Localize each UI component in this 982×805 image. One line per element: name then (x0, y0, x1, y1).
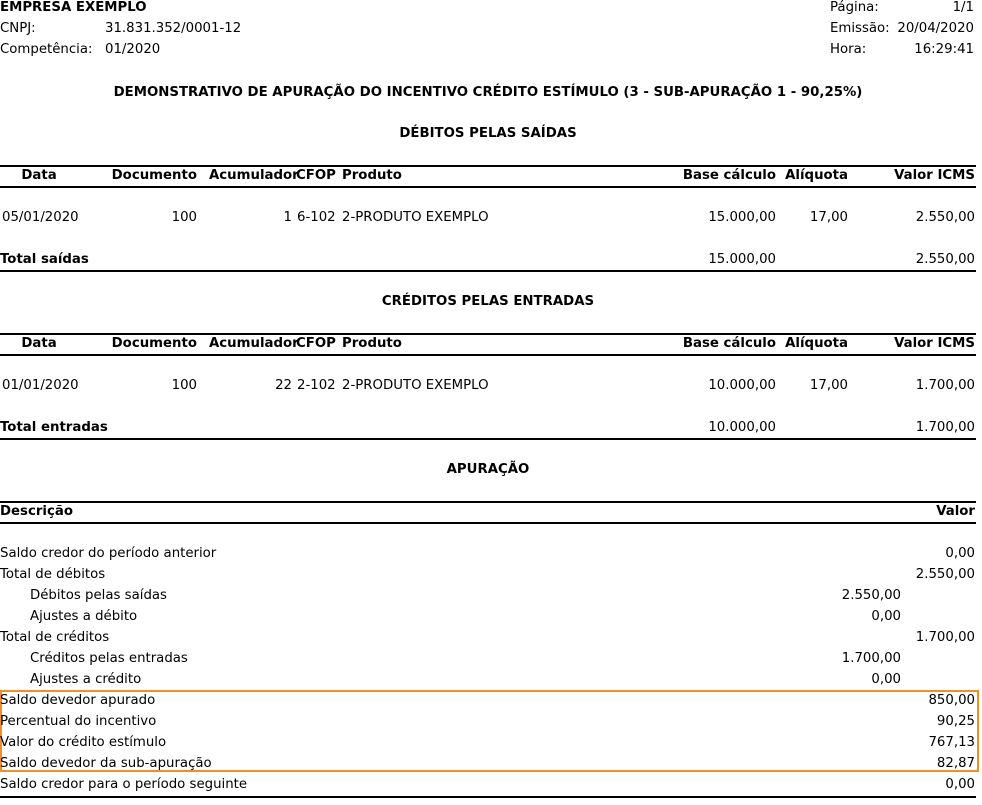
apuracao-header-bottom-rule (0, 522, 976, 524)
debitos-header-bottom-rule (0, 186, 976, 188)
valor-credito-estimulo-value: 767,13 (928, 735, 975, 750)
col-valor-apuracao: Valor (936, 504, 975, 519)
row-valor: 2.550,00 (915, 210, 975, 225)
row-aliquota: 17,00 (809, 378, 848, 393)
saldo-credor-seguinte-label: Saldo credor para o período seguinte (0, 777, 248, 792)
col-cfop: CFOP (296, 336, 336, 351)
ajustes-debito-label: Ajustes a débito (30, 609, 138, 624)
total-creditos-label: Total de créditos (0, 630, 110, 645)
hora-value: 16:29:41 (914, 42, 974, 57)
row-base: 10.000,00 (708, 378, 776, 393)
pagina-value: 1/1 (952, 0, 974, 15)
hora-label: Hora: (830, 42, 867, 57)
emissao-label: Emissão: (830, 21, 890, 36)
col-acumulador: Acumulador (209, 168, 299, 183)
valor-credito-estimulo-label: Valor do crédito estímulo (0, 735, 167, 750)
apuracao-section-title: APURAÇÃO (446, 462, 530, 477)
row-acumulador: 22 (275, 378, 292, 393)
total-debitos-value: 2.550,00 (915, 567, 975, 582)
saldo-credor-seguinte-value: 0,00 (945, 777, 975, 792)
competencia-value: 01/2020 (105, 42, 161, 57)
col-base: Base cálculo (682, 336, 776, 351)
creditos-entradas-value: 1.700,00 (841, 651, 901, 666)
ajustes-credito-value: 0,00 (871, 672, 901, 687)
total-entradas-base: 10.000,00 (708, 420, 776, 435)
report-title: DEMONSTRATIVO DE APURAÇÃO DO INCENTIVO CRÉDITO ESTÍMULO (3 - SUB-APURAÇÃO 1 - 90,25%) (113, 85, 863, 100)
saldo-credor-anterior-value: 0,00 (945, 546, 975, 561)
creditos-entradas-label: Créditos pelas entradas (30, 651, 188, 666)
creditos-header-top-rule (0, 333, 976, 335)
row-data: 01/01/2020 (2, 378, 79, 393)
total-saidas-label: Total saídas (0, 252, 89, 267)
debitos-total-rule (0, 270, 976, 272)
total-entradas-label: Total entradas (0, 420, 108, 435)
creditos-header-bottom-rule (0, 354, 976, 356)
debitos-saidas-label: Débitos pelas saídas (30, 588, 167, 603)
ajustes-debito-value: 0,00 (871, 609, 901, 624)
col-data: Data (21, 336, 57, 351)
saldo-devedor-apurado-label: Saldo devedor apurado (0, 693, 156, 708)
company-name: EMPRESA EXEMPLO (0, 0, 147, 15)
row-cfop: 2-102 (297, 378, 336, 393)
creditos-total-rule (0, 438, 976, 440)
total-saidas-base: 15.000,00 (708, 252, 776, 267)
percentual-incentivo-label: Percentual do incentivo (0, 714, 157, 729)
row-cfop: 6-102 (297, 210, 336, 225)
percentual-incentivo-value: 90,25 (936, 714, 975, 729)
col-produto: Produto (342, 336, 402, 351)
debitos-header-top-rule (0, 165, 976, 167)
apuracao-bottom-rule (0, 796, 976, 798)
col-data: Data (21, 168, 57, 183)
saldo-credor-anterior-label: Saldo credor do período anterior (0, 546, 217, 561)
col-documento: Documento (111, 168, 197, 183)
row-valor: 1.700,00 (915, 378, 975, 393)
pagina-label: Página: (830, 0, 879, 15)
row-produto: 2-PRODUTO EXEMPLO (342, 378, 489, 393)
total-entradas-valor: 1.700,00 (915, 420, 975, 435)
debitos-saidas-value: 2.550,00 (841, 588, 901, 603)
debitos-section-title: DÉBITOS PELAS SAÍDAS (399, 126, 577, 141)
apuracao-header-top-rule (0, 501, 976, 503)
col-base: Base cálculo (682, 168, 776, 183)
creditos-section-title: CRÉDITOS PELAS ENTRADAS (381, 294, 595, 309)
col-valor: Valor ICMS (894, 168, 975, 183)
emissao-value: 20/04/2020 (897, 21, 974, 36)
row-acumulador: 1 (283, 210, 292, 225)
ajustes-credito-label: Ajustes a crédito (30, 672, 142, 687)
saldo-devedor-sub-label: Saldo devedor da sub-apuração (0, 756, 212, 771)
col-documento: Documento (111, 336, 197, 351)
saldo-devedor-apurado-value: 850,00 (928, 693, 975, 708)
total-saidas-valor: 2.550,00 (915, 252, 975, 267)
total-creditos-value: 1.700,00 (915, 630, 975, 645)
col-cfop: CFOP (296, 168, 336, 183)
row-documento: 100 (171, 210, 197, 225)
col-descricao: Descrição (0, 504, 73, 519)
col-acumulador: Acumulador (209, 336, 299, 351)
col-aliquota: Alíquota (785, 168, 848, 183)
cnpj-label: CNPJ: (0, 21, 36, 36)
competencia-label: Competência: (0, 42, 93, 57)
row-base: 15.000,00 (708, 210, 776, 225)
saldo-devedor-sub-value: 82,87 (936, 756, 975, 771)
cnpj-value: 31.831.352/0001-12 (105, 21, 242, 36)
row-produto: 2-PRODUTO EXEMPLO (342, 210, 489, 225)
col-aliquota: Alíquota (785, 336, 848, 351)
col-valor: Valor ICMS (894, 336, 975, 351)
row-aliquota: 17,00 (809, 210, 848, 225)
row-documento: 100 (171, 378, 197, 393)
col-produto: Produto (342, 168, 402, 183)
row-data: 05/01/2020 (2, 210, 79, 225)
total-debitos-label: Total de débitos (0, 567, 106, 582)
